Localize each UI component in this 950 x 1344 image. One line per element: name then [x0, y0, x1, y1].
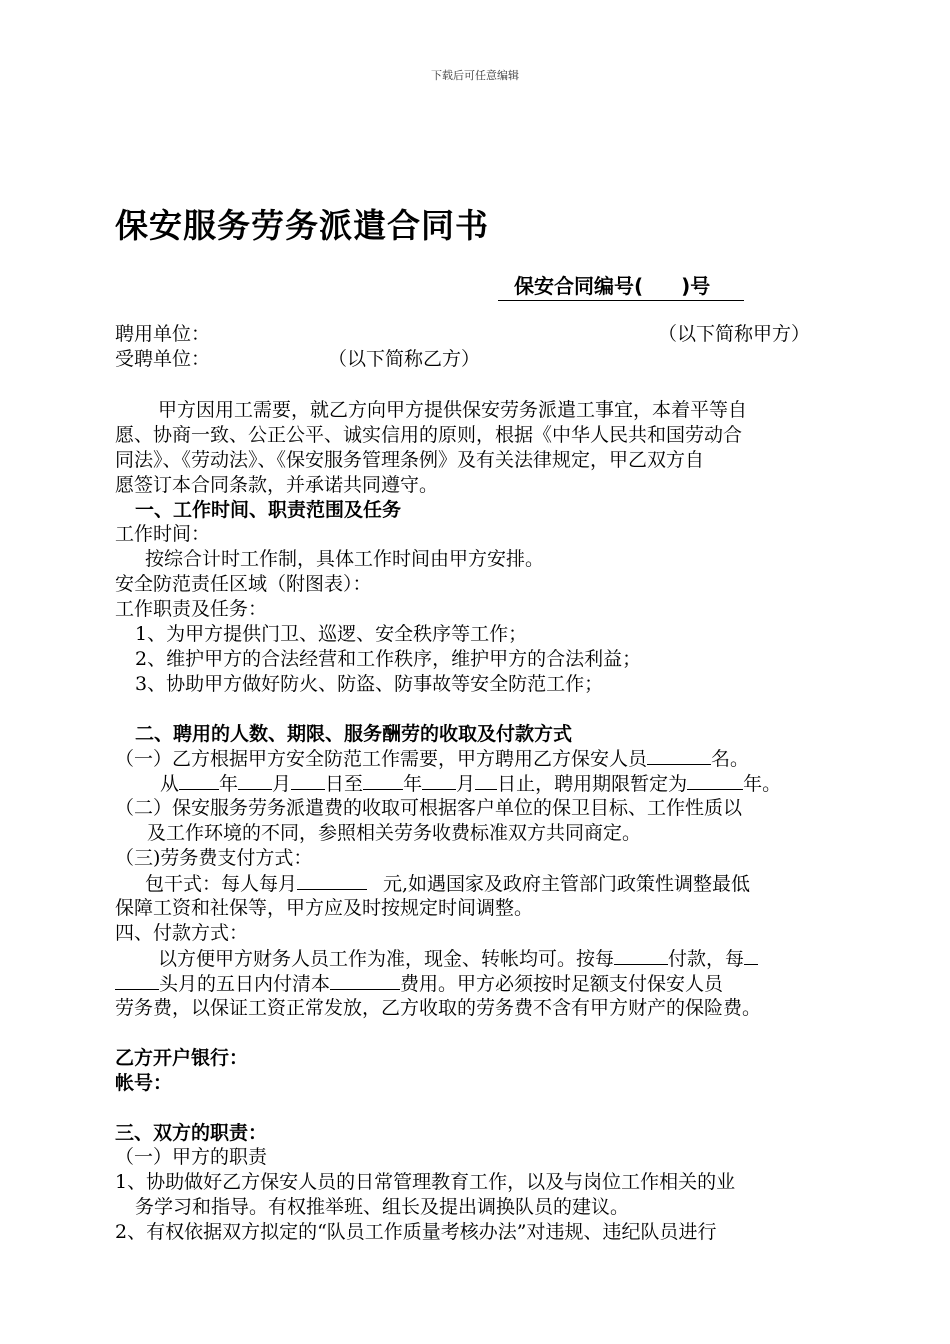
duty-item-cont: 务学习和指导。有权推举班、组长及提出调换队员的建议。 [135, 1196, 630, 1218]
header-note: 下载后可任意编辑 [431, 69, 519, 82]
work-time-label: 工作时间： [115, 523, 211, 545]
period-year: 年 [219, 773, 239, 795]
payment-label: 四、付款方式： [115, 922, 249, 944]
headcount-unit: 名。 [711, 748, 750, 770]
period-month2: 月 [456, 773, 476, 795]
employee-alias: （以下简称乙方） [328, 348, 481, 370]
contract-number-suffix: )号 [681, 274, 711, 298]
page-title: 保安服务劳务派遣合同书 [115, 206, 489, 245]
lump-sum-text: 包干式：每人每月 [145, 873, 298, 895]
blank-field [363, 771, 403, 790]
payment-line-3: 劳务费，以保证工资正常发放，乙方收取的劳务费不含有甲方财产的保险费。 [115, 997, 762, 1019]
payment-line-2 [115, 971, 723, 996]
duty-item: 3、协助甲方做好防火、防盗、防事故等安全防范工作； [135, 673, 604, 695]
blank-field [238, 771, 272, 790]
duty-item: 2、维护甲方的合法经营和工作秩序，维护甲方的合法利益； [135, 648, 642, 670]
preamble-line: 愿、协商一致、公正公平、诚实信用的原则，根据《中华人民共和国劳动合 [115, 424, 743, 446]
period-day2: 日止，聘用期限暂定为 [497, 773, 688, 795]
period-from: 从 [160, 773, 180, 795]
contract-number-prefix: 保安合同编号( [514, 274, 644, 298]
lump-sum-line-2: 保障工资和社保等，甲方应及时按规定时间调整。 [115, 897, 534, 919]
blank-field [687, 771, 743, 790]
employee-label: 受聘单位： [115, 348, 211, 370]
period-year2: 年 [403, 773, 423, 795]
blank-field [115, 971, 159, 990]
period-years: 年。 [743, 773, 782, 795]
payment-text: 以方便甲方财务人员工作为准，现金、转帐均可。按每 [158, 948, 615, 970]
blank-field [422, 771, 456, 790]
blank-field [179, 771, 219, 790]
section-heading: 二、聘用的人数、期限、服务酬劳的收取及付款方式 [135, 723, 573, 745]
area-label: 安全防范责任区域（附图表）： [115, 573, 372, 595]
blank-field [614, 946, 668, 965]
blank-field [744, 946, 758, 965]
account-label: 帐号： [115, 1072, 173, 1094]
section-heading: 一、工作时间、职责范围及任务 [135, 499, 402, 521]
sub-heading: （一）甲方的职责 [115, 1146, 268, 1168]
work-time-text: 按综合计时工作制，具体工作时间由甲方安排。 [145, 548, 545, 570]
duty-item: 1、协助做好乙方保安人员的日常管理教育工作，以及与岗位工作相关的业 [115, 1171, 736, 1193]
blank-field [291, 771, 325, 790]
payment-text-2: 付款，每 [668, 948, 745, 970]
contract-number [498, 270, 744, 301]
fee-line: （二）保安服务劳务派遣费的收取可根据客户单位的保卫目标、工作性质以 [115, 797, 743, 819]
headcount-line [115, 746, 749, 771]
payment-text-3: 头月的五日内付清本 [159, 973, 331, 995]
payment-method-label: （三)劳务费支付方式： [115, 847, 313, 869]
period-month: 月 [272, 773, 292, 795]
employer-alias: （以下简称甲方） [658, 323, 811, 345]
section-heading: 三、双方的职责： [115, 1122, 268, 1144]
blank-field [297, 871, 367, 890]
payment-line [158, 946, 758, 971]
blank-field [647, 746, 711, 765]
duty-item: 2、有权依据双方拟定的“队员工作质量考核办法”对违规、违纪队员进行 [115, 1221, 717, 1243]
preamble-line: 愿签订本合同条款，并承诺共同遵守。 [115, 474, 439, 496]
period-day: 日至 [325, 773, 364, 795]
lump-sum-text-2: 元,如遇国家及政府主管部门政策性调整最低 [383, 873, 751, 895]
headcount-text: （一）乙方根据甲方安全防范工作需要，甲方聘用乙方保安人员 [115, 748, 648, 770]
preamble-line: 甲方因用工需要，就乙方向甲方提供保安劳务派遣工事宜，本着平等自 [158, 399, 748, 421]
blank-field [475, 771, 497, 790]
bank-label: 乙方开户银行： [115, 1047, 249, 1069]
employer-label: 聘用单位： [115, 323, 211, 345]
preamble-line: 同法》、《劳动法》、《保安服务管理条例》及有关法律规定，甲乙双方自 [115, 449, 705, 471]
fee-line: 及工作环境的不同，参照相关劳务收费标准双方共同商定。 [147, 822, 642, 844]
payment-text-4: 费用。甲方必须按时足额支付保安人员 [400, 973, 724, 995]
period-line [160, 771, 781, 796]
duties-label: 工作职责及任务： [115, 598, 268, 620]
blank-field [330, 971, 400, 990]
duty-item: 1、为甲方提供门卫、巡逻、安全秩序等工作； [135, 623, 528, 645]
lump-sum-line [145, 871, 750, 896]
